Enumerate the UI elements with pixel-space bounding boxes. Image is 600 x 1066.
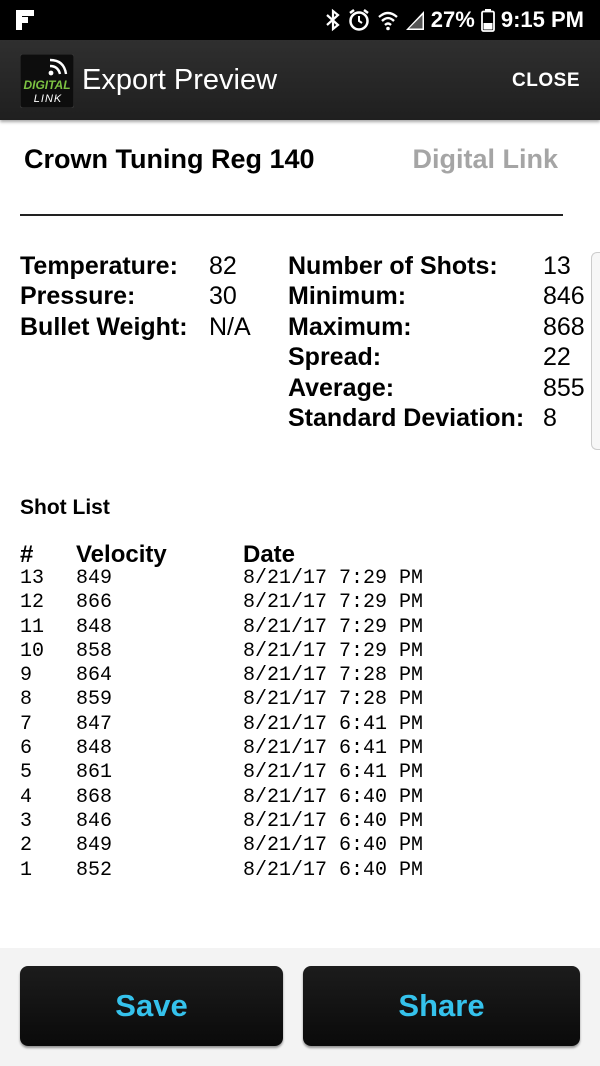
shot-date: 8/21/17 6:41 PM (243, 761, 424, 785)
share-button[interactable]: Share (303, 966, 580, 1046)
stat-value-spread: 22 (543, 343, 571, 371)
shot-number: 7 (20, 712, 33, 736)
shot-date: 8/21/17 7:29 PM (243, 567, 424, 590)
shot-velocity: 847 (76, 712, 113, 736)
app-bar (0, 40, 600, 120)
stat-value-pressure: 30 (209, 282, 237, 310)
shot-velocity: 852 (76, 858, 113, 882)
brand-label: Digital Link (412, 144, 558, 174)
stat-label-bullet-weight: Bullet Weight: (20, 313, 188, 341)
shot-velocity: 859 (76, 688, 113, 712)
battery-percent: 27% (430, 7, 475, 32)
stat-label-number-of-shots: Number of Shots: (288, 252, 498, 280)
table-row (20, 859, 560, 883)
report-title: Crown Tuning Reg 140 (24, 144, 315, 174)
stat-label-pressure: Pressure: (20, 282, 136, 310)
stat-label-minimum: Minimum: (288, 282, 407, 310)
shot-velocity: 868 (76, 785, 113, 809)
shot-number: 3 (20, 809, 33, 833)
shot-number: 1 (20, 858, 33, 882)
shot-date: 8/21/17 6:40 PM (243, 834, 424, 858)
table-row (20, 713, 560, 737)
wifi-icon (377, 8, 399, 32)
stat-label-standard-deviation: Standard Deviation: (288, 404, 525, 432)
table-row (20, 591, 560, 615)
stat-label-average: Average: (288, 374, 395, 402)
shot-velocity: 846 (76, 809, 113, 833)
table-row (20, 786, 560, 810)
shot-velocity: 866 (76, 591, 113, 615)
table-row (20, 567, 560, 591)
battery-icon (481, 8, 495, 32)
table-row (20, 761, 560, 785)
svg-text:LINK: LINK (33, 93, 63, 105)
close-button[interactable]: CLOSE (512, 70, 580, 91)
alarm-icon (347, 8, 371, 32)
stat-value-average: 855 (543, 374, 585, 402)
shot-number: 5 (20, 761, 33, 785)
stat-value-standard-deviation: 8 (543, 404, 557, 432)
shot-number: 4 (20, 785, 33, 809)
shot-number: 8 (20, 688, 33, 712)
shot-date: 8/21/17 6:41 PM (243, 712, 424, 736)
table-row (20, 616, 560, 640)
shot-velocity: 849 (76, 567, 113, 590)
shot-date: 8/21/17 7:29 PM (243, 639, 424, 663)
stat-value-bullet-weight: N/A (209, 313, 251, 341)
edge-panel-handle[interactable] (591, 252, 600, 450)
table-row (20, 688, 560, 712)
shot-date: 8/21/17 6:41 PM (243, 737, 424, 761)
svg-text:DIGITAL: DIGITAL (23, 78, 71, 92)
stat-label-spread: Spread: (288, 343, 382, 371)
save-button[interactable]: Save (20, 966, 283, 1046)
shot-velocity: 849 (76, 834, 113, 858)
shot-date: 8/21/17 7:29 PM (243, 591, 424, 615)
stat-label-maximum: Maximum: (288, 313, 412, 341)
shot-date: 8/21/17 7:29 PM (243, 615, 424, 639)
shot-number: 12 (20, 591, 45, 615)
column-header-velocity: Velocity (76, 541, 167, 568)
table-row (20, 834, 560, 858)
signal-icon (405, 9, 425, 31)
stat-value-maximum: 868 (543, 313, 585, 341)
divider (20, 214, 563, 216)
shot-number: 9 (20, 664, 33, 688)
shot-number: 2 (20, 834, 33, 858)
shot-date: 8/21/17 7:28 PM (243, 664, 424, 688)
column-header-number: # (20, 541, 34, 568)
shot-date: 8/21/17 7:28 PM (243, 688, 424, 712)
shot-number: 6 (20, 737, 33, 761)
stat-value-minimum: 846 (543, 282, 585, 310)
table-row (20, 640, 560, 664)
shot-number: 13 (20, 567, 45, 590)
shot-velocity: 864 (76, 664, 113, 688)
shot-date: 8/21/17 6:40 PM (243, 785, 424, 809)
shot-list-title: Shot List (20, 496, 110, 519)
table-row (20, 810, 560, 834)
flipboard-icon (16, 10, 34, 30)
bluetooth-icon (325, 8, 341, 32)
shot-velocity: 848 (76, 737, 113, 761)
stat-value-number-of-shots: 13 (543, 252, 571, 280)
shot-number: 10 (20, 639, 45, 663)
digital-link-logo (20, 54, 74, 108)
column-header-date: Date (243, 541, 296, 568)
stat-value-temperature: 82 (209, 252, 237, 280)
stat-label-temperature: Temperature: (20, 252, 178, 280)
shot-date: 8/21/17 6:40 PM (243, 858, 424, 882)
status-icons (325, 6, 584, 34)
shot-velocity: 858 (76, 639, 113, 663)
table-row (20, 664, 560, 688)
shot-velocity: 861 (76, 761, 113, 785)
shot-list-table (20, 567, 560, 883)
status-bar (0, 0, 600, 40)
shot-number: 11 (20, 615, 45, 639)
table-row (20, 737, 560, 761)
shot-date: 8/21/17 6:40 PM (243, 809, 424, 833)
shot-velocity: 848 (76, 615, 113, 639)
page-title: Export Preview (82, 64, 278, 96)
clock: 9:15 PM (500, 7, 584, 32)
